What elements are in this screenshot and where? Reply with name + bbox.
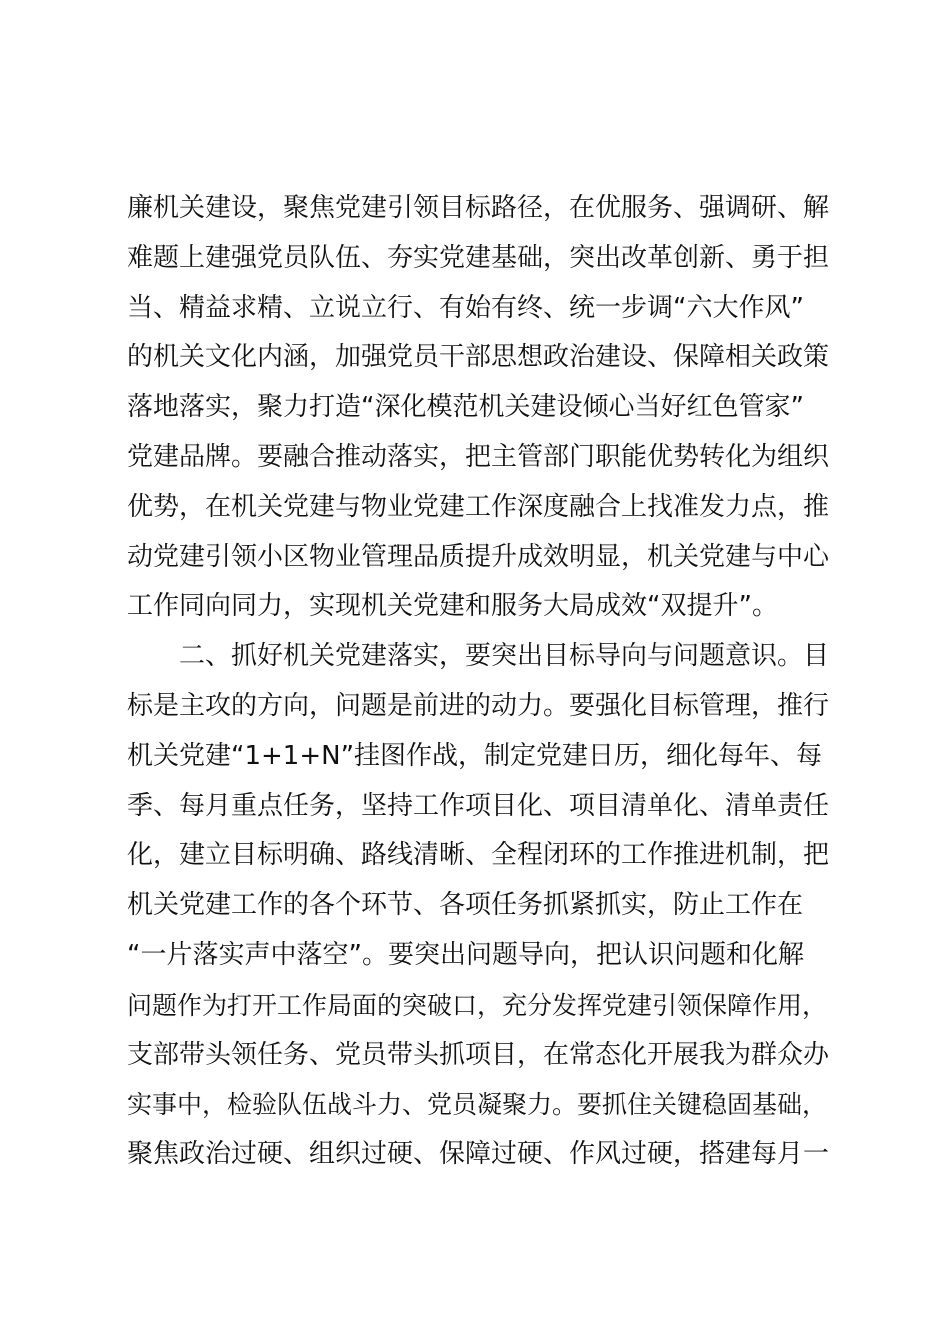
text-line: 廉机关建设，聚焦党建引领目标路径，在优服务、强调研、解 [127,193,830,223]
body-text [127,184,837,1180]
text-line: 机关党建“1+1+N”挂图作战，制定党建日历，细化每年、每 [127,740,823,771]
text-line: 优势，在机关党建与物业党建工作深度融合上找准发力点，推 [127,491,830,522]
text-line: 的机关文化内涵，加强党员干部思想政治建设、保障相关政策 [127,342,830,373]
text-line: 问题作为打开工作局面的突破口，充分发挥党建引领保障作用， [127,990,828,1020]
text-line: 季、每月重点任务，坚持工作项目化、项目清单化、清单责任 [127,790,830,821]
paragraph-start-line: 二、抓好机关党建落实，要突出目标导向与问题意识。目 [179,641,830,672]
text-line: 党建品牌。要融合推动落实，把主管部门职能优势转化为组织 [127,441,830,472]
text-line: 工作同向同力，实现机关党建和服务大局成效“双提升”。 [127,591,778,622]
text-line: 化，建立目标明确、路线清晰、全程闭环的工作推进机制，把 [127,840,830,871]
text-line: 机关党建工作的各个环节、各项任务抓紧抓实，防止工作在 [127,890,804,921]
text-line: 标是主攻的方向，问题是前进的动力。要强化目标管理，推行 [127,690,830,721]
text-line: 支部带头领任务、党员带头抓项目，在常态化开展我为群众办 [127,1039,830,1070]
text-line: 聚焦政治过硬、组织过硬、保障过硬、作风过硬，搭建每月一 [127,1139,830,1170]
text-line: 难题上建强党员队伍、夯实党建基础，突出改革创新、勇于担 [127,242,830,273]
text-line: 落地落实，聚力打造“深化模范机关建设倾心当好红色管家” [127,392,804,423]
text-line: 实事中，检验队伍战斗力、党员凝聚力。要抓住关键稳固基础， [127,1090,828,1120]
text-line: “一片落实声中落空”。要突出问题导向，把认识问题和化解 [127,939,804,970]
text-line: 动党建引领小区物业管理品质提升成效明显，机关党建与中心 [127,541,830,572]
text-line: 当、精益求精、立说立行、有始有终、统一步调“六大作风” [127,292,804,323]
